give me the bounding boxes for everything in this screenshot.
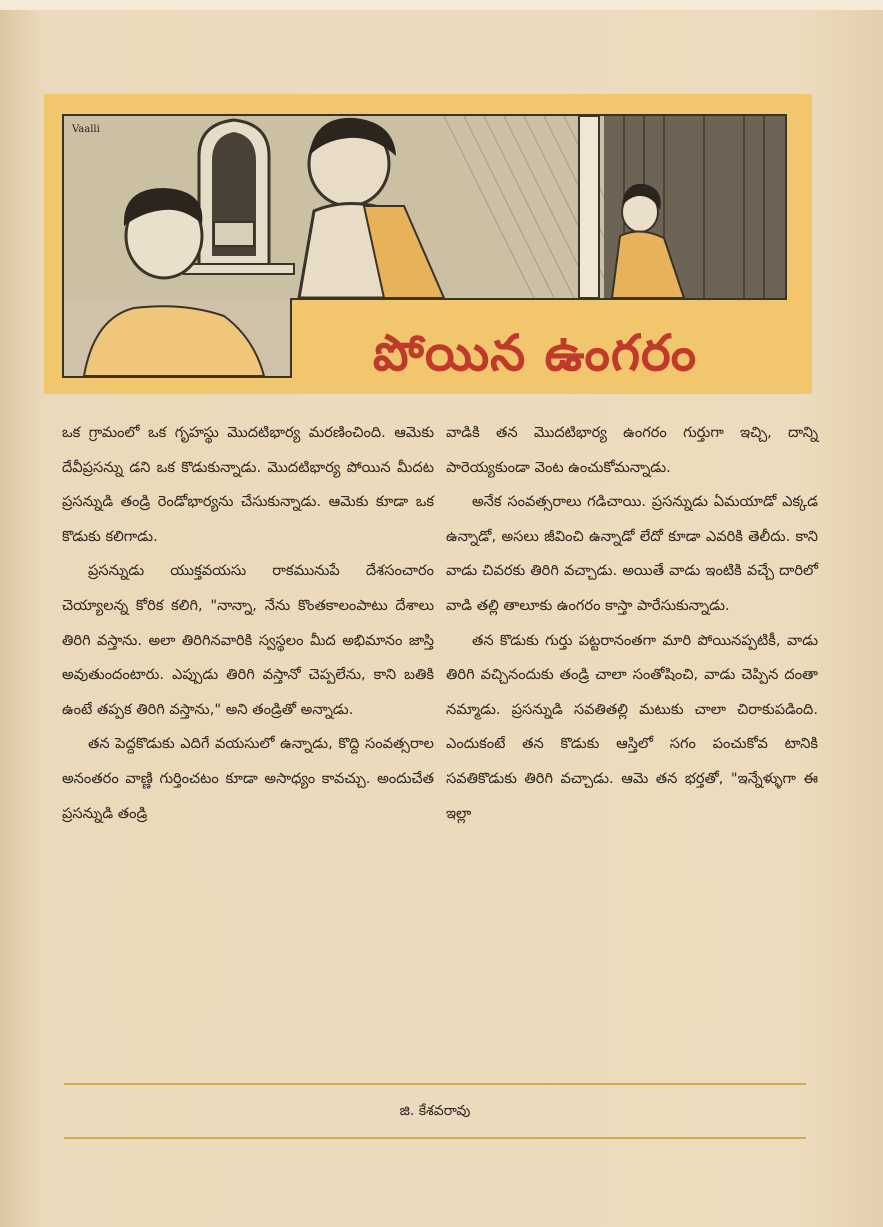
paragraph: తన కొడుకు గుర్తు పట్టరానంతగా మారి పోయినప్పటికీ, వాడు తిరిగి వచ్చినందుకు తండ్రి చాలా సంతోషించి, వాడు చెప్పిన దంతా నమ్మాడు. ప్రసన్నుడి సవతితల్లి మటుకు చాలా చిరాకుపడింది. ఎందుకంటే తన కొడుకు ఆస్తిలో సగం పంచుకోవ టానికి సవతికొడుకు తిరిగి వచ్చాడు. ఆమె తన భర్తతో, "ఇన్నేళ్ళుగా ఈ ఇల్లా [446, 631, 818, 822]
author-name: జి. కేశవరావు [399, 1103, 471, 1119]
doorway-icon [579, 116, 785, 298]
paragraph: ఒక గ్రామంలో ఒక గృహస్థు మొదటిభార్య మరణించింది. ఆమెకు దేవీప్రసన్ను డని ఒక కొడుకున్నాడు. మొదటిభార్య పోయిన మీదట ప్రసన్నుడి తండ్రి రెండోభార్యను చేసుకున్నాడు. ఆమెకు కూడా ఒక కొడుకు కలిగాడు. [62, 424, 434, 545]
illustration-drawing [64, 116, 785, 298]
boy-figure-icon [124, 188, 202, 278]
footer-rule-top [64, 1083, 806, 1085]
paragraph: ప్రసన్నుడు యుక్తవయసు రాకమునుపే దేశసంచారం చెయ్యాలన్న కోరిక కలిగి, "నాన్నా, నేను కొంతకాలంపాటు దేశాలు తిరిగి వస్తాను. అలా తిరిగినవారికి స్వస్థలం మీద అభిమానం జాస్తి అవుతుందంటారు. ఎప్పుడు తిరిగి వస్తానో చెప్పలేను, కాని బతికి ఉంటే తప్పక తిరిగి వస్తాను," అని తండ్రితో అన్నాడు. [62, 562, 434, 718]
illustration-lower-extension [62, 298, 292, 378]
story-title: పోయిన ఉంగరం [372, 324, 698, 382]
story-illustration [62, 114, 787, 300]
right-column [446, 416, 818, 831]
paragraph: తన పెద్దకొడుకు ఎదిగే వయసులో ఉన్నాడు, కొద్ది సంవత్సరాల అనంతరం వాణ్ణి గుర్తించటం కూడా అసాధ్యం కావచ్చు. అందుచేత ప్రసన్నుడి తండ్రి [62, 735, 434, 822]
left-column [62, 416, 434, 831]
paragraph: అనేక సంవత్సరాలు గడిచాయి. ప్రసన్నుడు ఏమయాడో ఎక్కడ ఉన్నాడో, అసలు జీవించి ఉన్నాడో లేదో కూడా ఎవరికి తెలీదు. కాని వాడు చివరకు తిరిగి వచ్చాడు. అయితే వాడు ఇంటికి వచ్చే దారిలో వాడి తల్లి తాలూకు ఉంగరం కాస్తా పారేసుకున్నాడు. [446, 493, 818, 614]
paragraph: వాడికి తన మొదటిభార్య ఉంగరం గుర్తుగా ఇచ్చి, దాన్ని పారెయ్యకుండా వెంట ఉంచుకోమన్నాడు. [446, 424, 818, 476]
boy-shirt-drawing [64, 298, 290, 376]
artist-signature: Vaalli [72, 124, 100, 135]
footer-rule-bottom [64, 1137, 806, 1139]
page-top-edge [0, 0, 883, 10]
